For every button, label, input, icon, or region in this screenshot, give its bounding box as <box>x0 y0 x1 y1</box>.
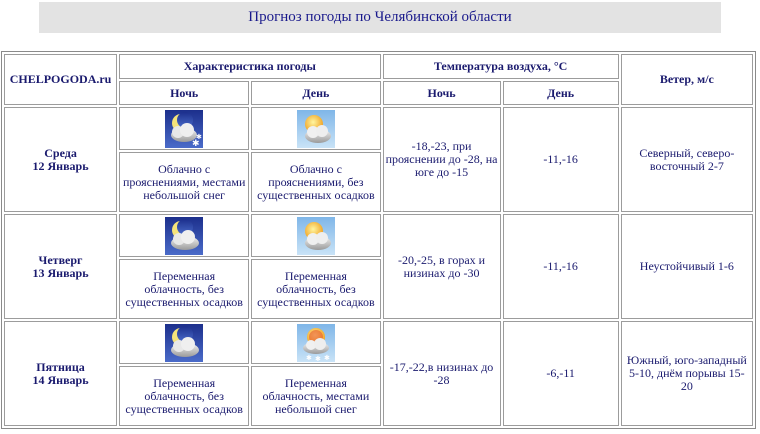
date: 14 Январь <box>32 372 89 387</box>
temp-day-cell: -11,-16 <box>503 214 619 319</box>
moon-cloud-icon <box>165 324 203 362</box>
night-icon-cell <box>119 214 249 257</box>
day-icon-cell <box>251 214 380 257</box>
moon-cloud-icon <box>165 217 203 255</box>
night-icon-cell <box>119 321 249 364</box>
day-icon-cell <box>251 107 380 150</box>
night-description: Переменная облачность, без существенных осадков <box>119 259 249 319</box>
date: 13 Январь <box>32 265 89 280</box>
forecast-table <box>1 51 756 429</box>
page-title: Прогноз погоды по Челябинской области <box>39 2 721 33</box>
weather-day-header: День <box>251 81 380 105</box>
svg-text:✱: ✱ <box>196 132 203 141</box>
temp-day-cell: -11,-16 <box>503 107 619 212</box>
weather-header: Характеристика погоды <box>119 54 380 79</box>
sun-cloud-snow-icon <box>297 324 335 362</box>
svg-text:✱: ✱ <box>192 137 200 148</box>
svg-text:✱: ✱ <box>305 353 312 362</box>
temp-night-header: Ночь <box>383 81 501 105</box>
temp-night-cell: -17,-22,в низинах до -28 <box>383 321 501 426</box>
day-icon-cell <box>251 321 380 364</box>
day-description: Переменная облачность, без существенных осадков <box>251 259 380 319</box>
wind-cell: Южный, юго-западный 5-10, днём порывы 15-20 <box>621 321 753 426</box>
day-description: Облачно с прояснениями, без существенных осадков <box>251 152 380 212</box>
weekday: Среда <box>44 145 77 160</box>
weather-night-header: Ночь <box>119 81 249 105</box>
date: 12 Январь <box>32 158 89 173</box>
day-cell <box>4 321 117 426</box>
temperature-header: Температура воздуха, °С <box>383 54 619 79</box>
night-description: Переменная облачность, без существенных осадков <box>119 366 249 426</box>
temp-day-cell: -6,-11 <box>503 321 619 426</box>
svg-text:✱: ✱ <box>323 353 330 362</box>
temp-night-cell: -20,-25, в горах и низинах до -30 <box>383 214 501 319</box>
wind-cell: Неустойчивый 1-6 <box>621 214 753 319</box>
day-description: Переменная облачность, местами небольшой снег <box>251 366 380 426</box>
sun-cloud-icon <box>297 110 335 148</box>
site-name: CHELPOGODA.ru <box>4 54 117 105</box>
sun-cloud-icon <box>297 217 335 255</box>
weekday: Четверг <box>38 252 83 267</box>
temp-day-header: День <box>503 81 619 105</box>
night-description: Облачно с прояснениями, местами небольшой снег <box>119 152 249 212</box>
weekday: Пятница <box>36 359 85 374</box>
wind-cell: Северный, северо-восточный 2-7 <box>621 107 753 212</box>
day-cell <box>4 214 117 319</box>
day-cell <box>4 107 117 212</box>
night-icon-cell <box>119 107 249 150</box>
temp-night-cell: -18,-23, при прояснении до -28, на юге до -15 <box>383 107 501 212</box>
svg-text:✱: ✱ <box>314 354 321 362</box>
moon-cloud-snow-icon <box>165 110 203 148</box>
wind-header: Ветер, м/с <box>621 54 753 105</box>
